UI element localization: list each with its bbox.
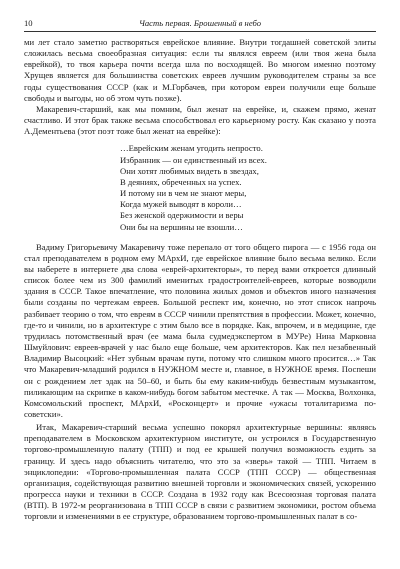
chapter-title: Часть первая. Брошенный в небо bbox=[138, 18, 262, 28]
page-number: 10 bbox=[24, 18, 33, 28]
poem-line: Они бы на вершины не взошли… bbox=[120, 221, 243, 232]
paragraph: Итак, Макаревич-старший весьма успешно покорял архитектурные вершины: являясь преподавателем в Московском архитектурном институте, он устроился в Государственную торгово-промышленную палату (ТПП) и под ее крышей получил возможность ездить за границу. И здесь надо объяснить читателю, что это за «зверь» такой — ТПП. Читаем в энциклопедии: «Торгово-промышленная палата СССР (ТПП СССР) — общественная организация, содействующая развитию внешней торговли и экономических связей, ускорению прогресса науки и техники в СССР. Создана в 1932 году как Всесоюзная торговая палата (ВТП). В 1972-м реорганизована в ТПП СССР в связи с развитием экономики, ростом объема торговли и изменениями в ее структуре, образованием торгово-промышленных палат в со- bbox=[24, 422, 376, 522]
poem-line: В деяниях, обреченных на успех. bbox=[120, 176, 242, 187]
poem-line: Они хотят любимых видеть в звездах, bbox=[120, 165, 259, 176]
poem-line: …Еврейским женам угодить непросто. bbox=[120, 143, 263, 154]
poem-line: Без женской одержимости и веры bbox=[120, 210, 244, 221]
running-header bbox=[24, 18, 376, 32]
paragraph-continued: ми лет стало заметно растворяться еврейское влияние. Внутри тогдашней советской элиты сложилась весьма своеобразная ситуация: если ты являлся евреем (или твоя жена была еврейкой), то твоя карьера почти всегда шла по восходящей. Во многом именно поэтому Хрущев является для большинства советских евреев лучшим руководителем страны за все годы существования СССР (как и М.Горбачев, при котором евреи получили еще больше свободы и выгоды, но об этом чуть позже). bbox=[24, 37, 376, 103]
page-body bbox=[24, 37, 376, 523]
poem-line: Когда мужей выводят в короли… bbox=[120, 199, 242, 210]
poem-line: И потому ни в чем не знают меры, bbox=[120, 188, 247, 199]
paragraph: Макаревич-старший, как мы помним, был женат на еврейке, и, скажем прямо, женат счастливо. И этот брак также весьма способствовал его карьерному росту. Как сказано у поэта А.Дементьева (этот поэт тоже был женат на еврейке): bbox=[24, 103, 376, 137]
paragraph: Вадиму Григорьевичу Макаревичу тоже перепало от того общего пирога — с 1956 года он стал преподавателем в родном ему МАрхИ, где еврейское влияние было весьма велико. Если вы наберете в интернете два слова «еврей-архитекторы», то перед вами откроется длинный список более чем из 300 фамилий именитых градостроителей-евреев, которые возводили здания в СССР. Такое впечатление, что половина жилых домов и объектов иного назначения были созданы по чертежам евреев. Большой респект им, конечно, но этот список напрочь разбивает теорию о том, что евреям в СССР чинили препятствия в профессии. Может, конечно, где-то и чинили, но в архитектуре с этим было все в порядке. Как, впрочем, и в медицине, где трудилась потомственный врач (ее мама была судмедэкспертом в МУРе) Нина Марковна Шмуйлович: евреев-врачей у нас было еще больше, чем архитекторов. Как пел незабвенный Владимир Высоцкий: «Нет зубным врачам пути, потому что слишком много просится…» Так что Макаревич-младший родился в НУЖНОМ месте и, главное, в НУЖНОЕ время. Поспеши он с рождением лет эдак на 50–60, и быть бы ему каким-нибудь безвестным музыкантом, пиликающим на скрипке в каком-нибудь богом забытом местечке. А так — Москва, Волхонка, Комсомольский проспект, МАрхИ, «Росконцерт» и прочие «ужасы тоталитаризма по-советски». bbox=[24, 241, 376, 419]
poem-line: Избранник — он единственный из всех. bbox=[120, 154, 267, 165]
poem-quote bbox=[120, 143, 376, 232]
